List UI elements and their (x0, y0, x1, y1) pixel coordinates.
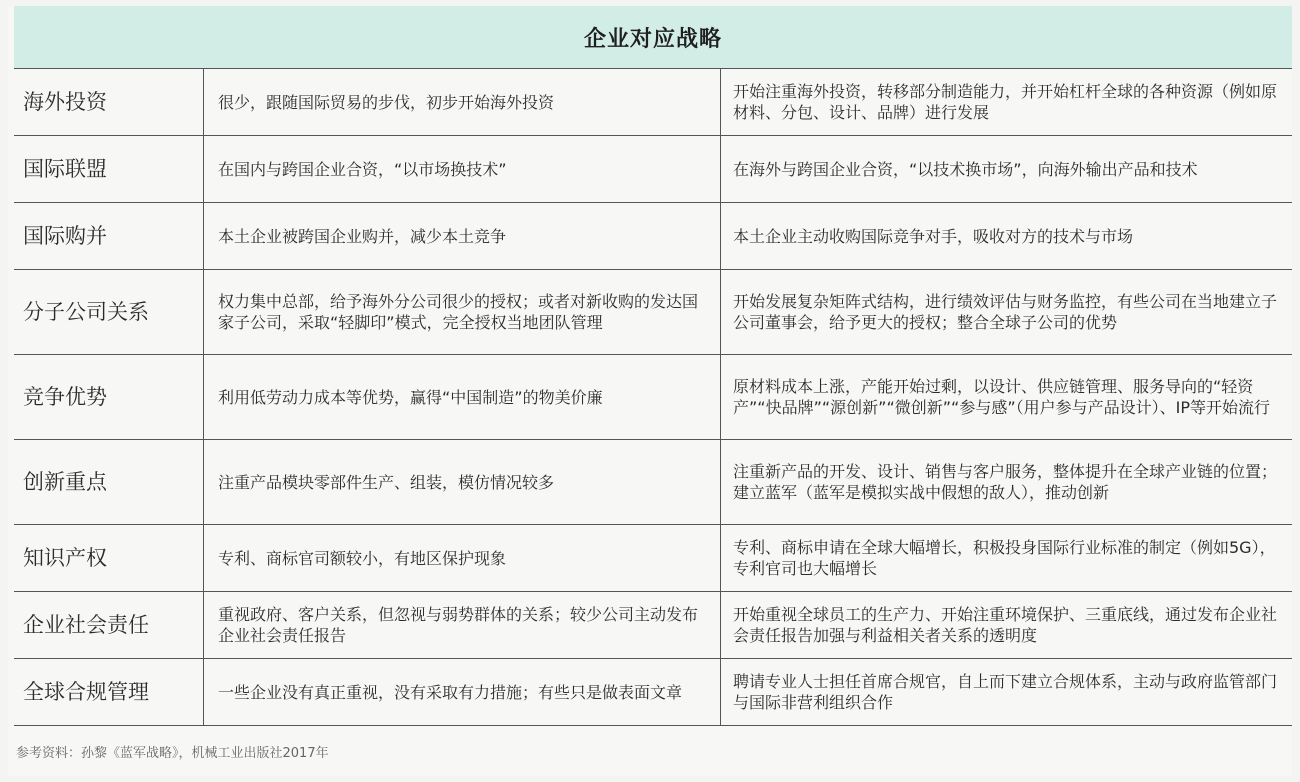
old-strategy-cell: 一些企业没有真正重视，没有采取有力措施；有些只是做表面文章 (204, 659, 721, 726)
table-row (14, 440, 1292, 525)
table-row (14, 69, 1292, 136)
table-row (14, 355, 1292, 440)
table-title: 企业对应战略 (14, 6, 1292, 68)
old-strategy-cell: 本土企业被跨国企业购并，减少本土竞争 (204, 203, 721, 270)
new-strategy-cell: 开始发展复杂矩阵式结构，进行绩效评估与财务监控，有些公司在当地建立子公司董事会，给予更大的授权；整合全球子公司的优势 (721, 270, 1293, 355)
row-name-cell: 分子公司关系 (14, 270, 204, 355)
row-name-cell: 竞争优势 (14, 355, 204, 440)
old-strategy-cell: 在国内与跨国企业合资，“以市场换技术” (204, 136, 721, 203)
old-strategy-cell: 利用低劳动力成本等优势，赢得“中国制造”的物美价廉 (204, 355, 721, 440)
row-name-cell: 国际购并 (14, 203, 204, 270)
document-sheet (8, 6, 1292, 776)
strategy-table (14, 68, 1292, 726)
new-strategy-cell: 开始重视全球员工的生产力、开始注重环境保护、三重底线，通过发布企业社会责任报告加强与利益相关者关系的透明度 (721, 592, 1293, 659)
row-name-cell: 企业社会责任 (14, 592, 204, 659)
new-strategy-cell: 本土企业主动收购国际竞争对手，吸收对方的技术与市场 (721, 203, 1293, 270)
row-name-cell: 海外投资 (14, 69, 204, 136)
new-strategy-cell: 聘请专业人士担任首席合规官，自上而下建立合规体系，主动与政府监管部门与国际非营利组织合作 (721, 659, 1293, 726)
table-row (14, 136, 1292, 203)
old-strategy-cell: 权力集中总部，给予海外分公司很少的授权；或者对新收购的发达国家子公司，采取“轻脚印”模式，完全授权当地团队管理 (204, 270, 721, 355)
table-row (14, 592, 1292, 659)
new-strategy-cell: 专利、商标申请在全球大幅增长，积极投身国际行业标准的制定（例如5G），专利官司也大幅增长 (721, 525, 1293, 592)
table-row (14, 659, 1292, 726)
old-strategy-cell: 很少，跟随国际贸易的步伐，初步开始海外投资 (204, 69, 721, 136)
source-note: 参考资料：孙黎《蓝军战略》，机械工业出版社2017年 (16, 746, 329, 761)
old-strategy-cell: 注重产品模块零部件生产、组装，模仿情况较多 (204, 440, 721, 525)
row-name-cell: 知识产权 (14, 525, 204, 592)
new-strategy-cell: 注重新产品的开发、设计、销售与客户服务，整体提升在全球产业链的位置；建立蓝军（蓝军是模拟实战中假想的敌人），推动创新 (721, 440, 1293, 525)
table-row (14, 203, 1292, 270)
row-name-cell: 国际联盟 (14, 136, 204, 203)
old-strategy-cell: 重视政府、客户关系，但忽视与弱势群体的关系；较少公司主动发布企业社会责任报告 (204, 592, 721, 659)
new-strategy-cell: 在海外与跨国企业合资，“以技术换市场”，向海外输出产品和技术 (721, 136, 1293, 203)
new-strategy-cell: 开始注重海外投资，转移部分制造能力，并开始杠杆全球的各种资源（例如原材料、分包、设计、品牌）进行发展 (721, 69, 1293, 136)
row-name-cell: 创新重点 (14, 440, 204, 525)
row-name-cell: 全球合规管理 (14, 659, 204, 726)
new-strategy-cell: 原材料成本上涨，产能开始过剩，以设计、供应链管理、服务导向的“轻资产”“快品牌”“源创新”“微创新”“参与感”（用户参与产品设计）、IP等开始流行 (721, 355, 1293, 440)
old-strategy-cell: 专利、商标官司额较小，有地区保护现象 (204, 525, 721, 592)
table-row (14, 525, 1292, 592)
table-row (14, 270, 1292, 355)
